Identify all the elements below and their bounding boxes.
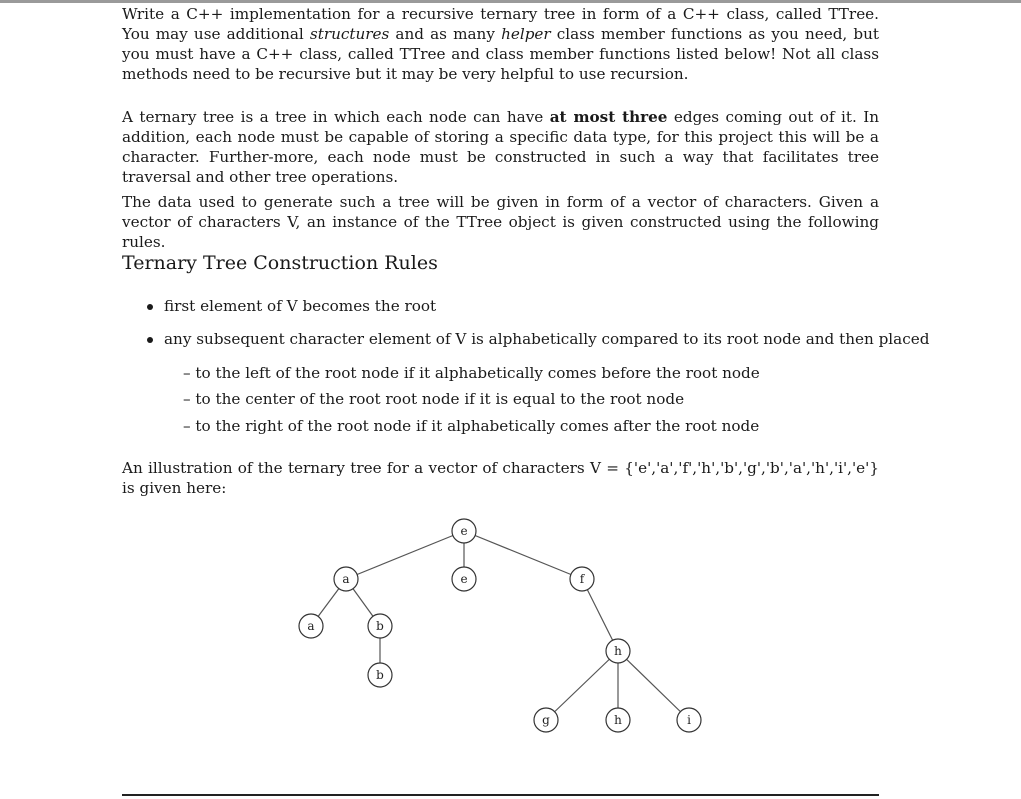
bullet-text: any subsequent character element of V is alphabetically compared to its root node and then placed [164, 330, 930, 348]
tree-node-h2 [606, 708, 630, 732]
tree-node-label: e [460, 524, 468, 538]
tree-node-label: a [342, 572, 350, 586]
subbullet-item: – to the right of the root node if it alphabetically comes after the root node [183, 417, 760, 435]
tree-edge-h1-g [546, 651, 618, 720]
intro-structures: structures [309, 25, 390, 43]
intro-text-3: class member functions as you need, but you must have a C++ class, called TTree and class member functions listed below! Not all class methods need to be recursive but it may be very helpful to use recursion. [122, 25, 879, 83]
subbullet-item: – to the center of the root root node if it is equal to the root node [183, 390, 685, 408]
tree-node-b1 [368, 614, 392, 638]
intro-text-2: and as many [389, 25, 502, 43]
tree-node-f [570, 567, 594, 591]
tree-node-h1 [606, 639, 630, 663]
tree-edge-e_root-f [464, 531, 582, 579]
tree-node-b2 [368, 663, 392, 687]
tree-node-i [677, 708, 701, 732]
def-bold: at most three [549, 108, 668, 126]
intro-text-1: Write a C++ implementation for a recursive ternary tree in form of a C++ class, called TTree. You may use additional [122, 5, 879, 43]
tree-node-e_root [452, 519, 476, 543]
def-text-2: edges coming out of it. In addition, each node must be capable of storing a specific data type, for this project this will be a character. Further-more, each node must be constructed in such a way that facilitates tree traversal and other tree operations. [122, 108, 879, 186]
tree-node-label: a [307, 619, 315, 633]
tree-node-label: b [376, 619, 384, 633]
def-text-1: A ternary tree is a tree in which each node can have [122, 108, 550, 126]
tree-node-label: h [614, 644, 622, 658]
section-heading: Ternary Tree Construction Rules [122, 252, 438, 274]
bullet-text: first element of V becomes the root [164, 297, 437, 315]
tree-node-e2 [452, 567, 476, 591]
illustration-text: An illustration of the ternary tree for a vector of characters V = {'e','a','f','h','b','g','b','a','h','i','e'} is given here: [122, 459, 879, 497]
intro-helper: helper [501, 25, 551, 43]
tree-node-g [534, 708, 558, 732]
tree-node-label: h [614, 713, 622, 727]
tree-edge-h1-i [618, 651, 689, 720]
tree-node-label: e [460, 572, 468, 586]
tree-node-a1 [334, 567, 358, 591]
tree-edge-e_root-a1 [346, 531, 464, 579]
subbullet-item: – to the left of the root node if it alphabetically comes before the root node [183, 364, 760, 382]
tree-node-label: i [687, 713, 691, 727]
tree-node-label: f [579, 572, 585, 586]
tree-node-label: b [376, 668, 384, 682]
data-text: The data used to generate such a tree will be given in form of a vector of characters. Given a vector of characters V, an instance of the TTree object is given constructed using the following rules. [122, 193, 879, 251]
tree-node-a2 [299, 614, 323, 638]
bottom-rule [122, 794, 879, 796]
tree-node-label: g [542, 713, 550, 727]
